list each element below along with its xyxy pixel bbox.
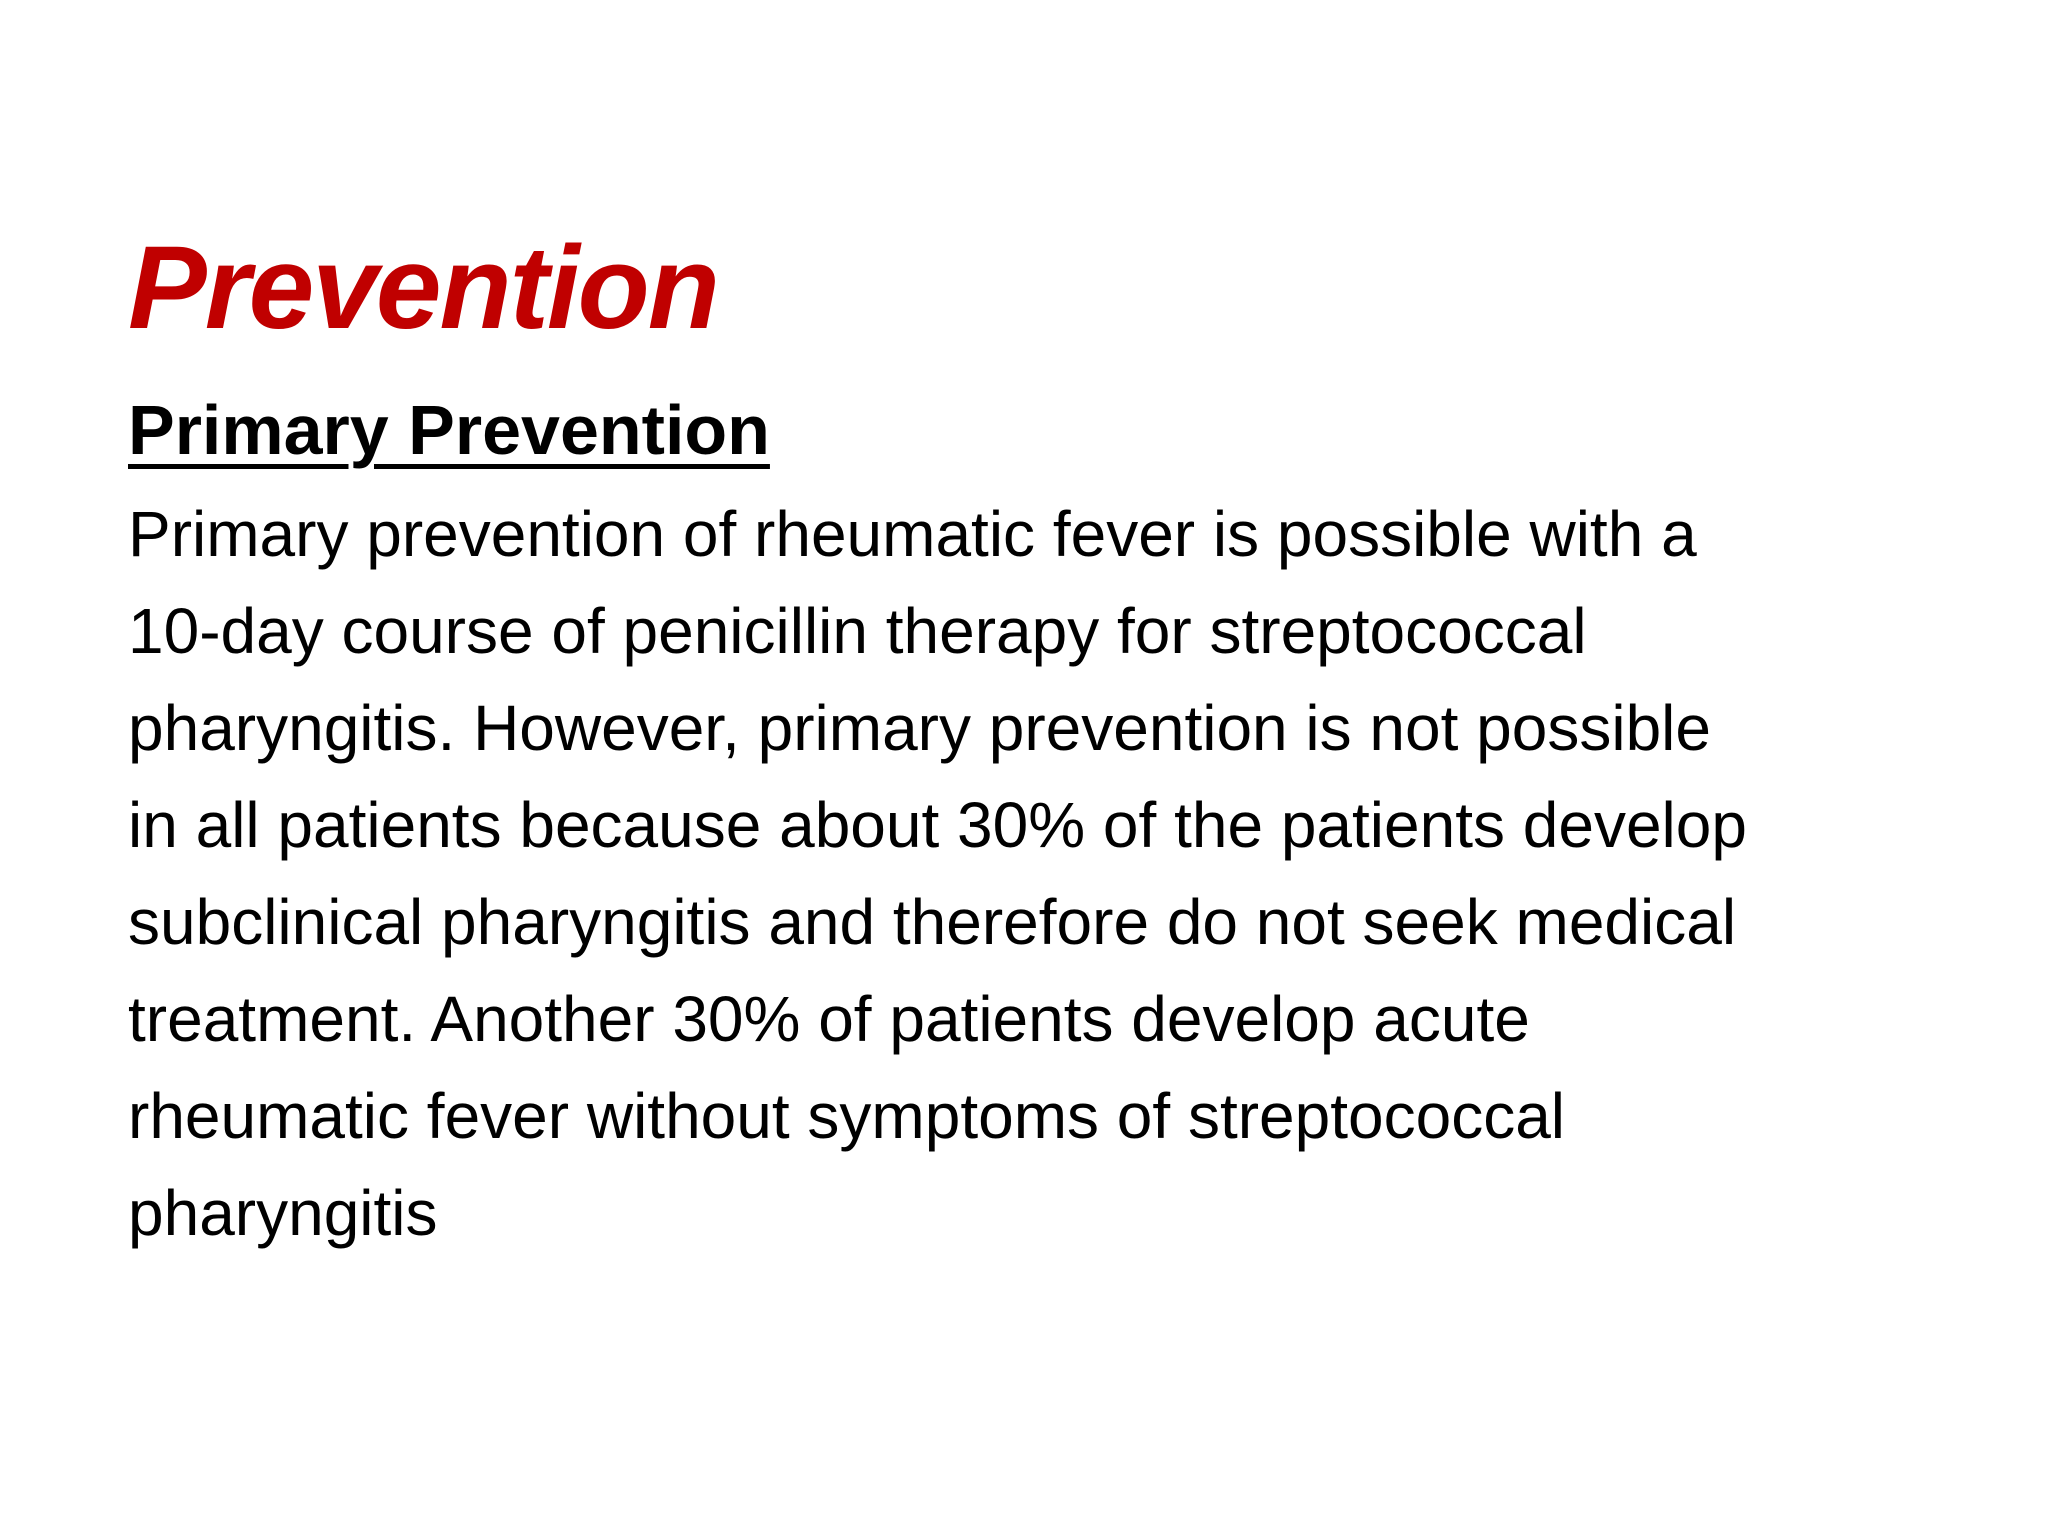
section-heading: Primary Prevention — [128, 391, 770, 469]
body-line: 10-day course of penicillin therapy for streptococcal — [128, 595, 1587, 667]
body-line: pharyngitis. However, primary prevention is not possible — [128, 692, 1711, 764]
body-paragraph — [128, 486, 2028, 1262]
body-line: treatment. Another 30% of patients develop acute — [128, 983, 1530, 1055]
body-line: Primary prevention of rheumatic fever is possible with a — [128, 498, 1697, 570]
body-line: rheumatic fever without symptoms of streptococcal — [128, 1080, 1565, 1152]
body-line: pharyngitis — [128, 1177, 438, 1249]
body-line: subclinical pharyngitis and therefore do not seek medical — [128, 886, 1737, 958]
slide-title: Prevention — [128, 222, 718, 354]
body-line: in all patients because about 30% of the patients develop — [128, 789, 1747, 861]
